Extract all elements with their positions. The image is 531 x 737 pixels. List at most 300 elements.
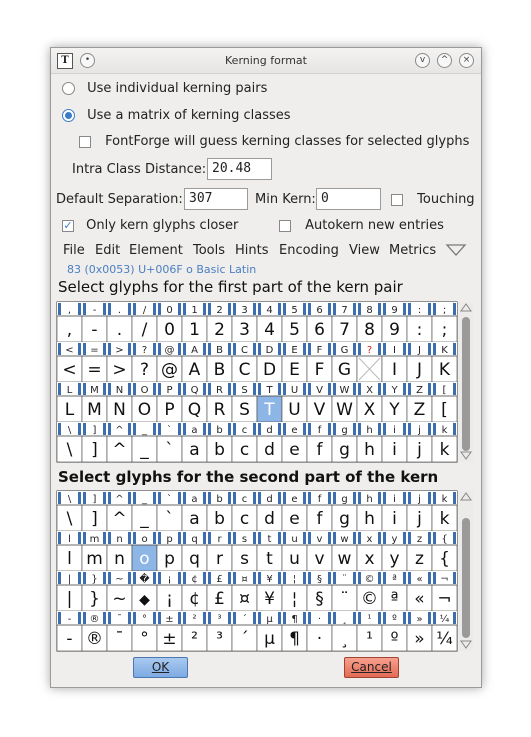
header-stripe-left xyxy=(158,492,161,504)
glyph-header-label: : xyxy=(417,305,422,316)
header-stripe-right xyxy=(153,532,156,544)
header-stripe-right xyxy=(453,532,456,544)
menu-view[interactable]: View xyxy=(349,243,380,258)
header-stripe-right xyxy=(203,423,206,435)
header-stripe-left xyxy=(83,492,86,504)
only-closer-option[interactable] xyxy=(62,218,238,233)
header-stripe-right xyxy=(78,423,81,435)
maximize-icon[interactable]: ^ xyxy=(437,53,452,68)
glyph-header-label: ³ xyxy=(217,614,222,625)
glyph-char: e xyxy=(289,440,300,460)
autokern-option[interactable] xyxy=(279,218,444,233)
header-stripe-right xyxy=(403,612,406,624)
header-stripe-left xyxy=(208,423,211,435)
header-stripe-right xyxy=(228,612,231,624)
glyph-char: \ xyxy=(66,440,73,460)
glyph-header-label: ^ xyxy=(115,494,124,505)
header-stripe-right xyxy=(103,572,106,584)
glyph-header-label: { xyxy=(441,534,448,545)
glyph-header-label: 9 xyxy=(391,305,398,316)
menu-hints[interactable]: Hints xyxy=(235,243,269,258)
glyph-header-label: ¸ xyxy=(342,614,347,625)
glyph-header-label: X xyxy=(366,385,373,396)
header-stripe-left xyxy=(358,612,361,624)
header-stripe-right xyxy=(103,612,106,624)
header-stripe-left xyxy=(133,343,136,355)
header-stripe-right xyxy=(453,612,456,624)
glyph-char: 2 xyxy=(214,320,225,340)
autokern-checkbox[interactable] xyxy=(279,220,291,232)
header-stripe-left xyxy=(258,492,261,504)
glyph-char: . xyxy=(116,320,123,340)
header-stripe-right xyxy=(78,532,81,544)
pin-icon[interactable]: • xyxy=(80,53,95,68)
header-stripe-right xyxy=(353,383,356,395)
header-stripe-right xyxy=(428,383,431,395)
glyph-char: J xyxy=(416,360,423,380)
menu-encoding[interactable]: Encoding xyxy=(279,243,339,258)
glyph-header-label: ¦ xyxy=(292,574,297,585)
header-stripe-right xyxy=(228,492,231,504)
glyph-header-label: Z xyxy=(416,385,423,396)
header-stripe-right xyxy=(153,343,156,355)
glyph-header-label: k xyxy=(441,425,448,436)
glyph-char: C xyxy=(238,360,251,380)
header-stripe-left xyxy=(108,383,111,395)
header-stripe-left xyxy=(133,612,136,624)
header-stripe-left xyxy=(258,572,261,584)
header-stripe-right xyxy=(103,383,106,395)
glyph-header-label: m xyxy=(89,534,100,545)
glyph-char: · xyxy=(316,629,323,649)
glyph-char: L xyxy=(64,400,75,420)
header-stripe-right xyxy=(278,303,281,315)
header-stripe-left xyxy=(358,492,361,504)
header-stripe-right xyxy=(153,612,156,624)
header-stripe-left xyxy=(158,343,161,355)
header-stripe-right xyxy=(203,532,206,544)
glyph-char: - xyxy=(91,320,98,340)
header-stripe-left xyxy=(433,423,436,435)
header-stripe-left xyxy=(408,383,411,395)
glyph-header-label: i xyxy=(393,425,396,436)
header-stripe-right xyxy=(328,532,331,544)
header-stripe-left xyxy=(58,612,61,624)
individual-pairs-option[interactable] xyxy=(62,81,267,96)
header-stripe-right xyxy=(328,343,331,355)
glyph-char: x xyxy=(364,549,375,569)
glyph-header-label: y xyxy=(391,534,398,545)
header-stripe-right xyxy=(203,383,206,395)
glyph-char: _ xyxy=(140,440,149,460)
header-stripe-left xyxy=(83,532,86,544)
glyph-char: r xyxy=(216,549,223,569)
glyph-char: 1 xyxy=(189,320,200,340)
header-stripe-right xyxy=(428,343,431,355)
header-stripe-right xyxy=(303,303,306,315)
header-stripe-left xyxy=(208,343,211,355)
glyph-header-label: } xyxy=(91,574,98,585)
header-stripe-right xyxy=(203,492,206,504)
glyph-header-label: x xyxy=(366,534,373,545)
header-stripe-left xyxy=(283,572,286,584)
header-stripe-left xyxy=(58,343,61,355)
menu-file[interactable]: File xyxy=(63,243,85,258)
header-stripe-left xyxy=(433,303,436,315)
individual-pairs-radio[interactable] xyxy=(62,82,75,95)
glyph-char: t xyxy=(266,549,273,569)
glyph-status-line: 83 (0x0053) U+006F o Basic Latin xyxy=(67,263,257,276)
header-stripe-left xyxy=(183,572,186,584)
title-bar[interactable] xyxy=(51,48,481,74)
glyph-char: £ xyxy=(214,589,225,609)
glyph-header-label: ` xyxy=(167,425,172,436)
header-stripe-right xyxy=(428,423,431,435)
glyph-header-label: S xyxy=(241,385,248,396)
header-stripe-left xyxy=(333,343,336,355)
header-stripe-right xyxy=(278,423,281,435)
header-stripe-left xyxy=(158,612,161,624)
header-stripe-right xyxy=(353,612,356,624)
glyph-char: E xyxy=(289,360,300,380)
glyph-char: M xyxy=(87,400,102,420)
header-stripe-right xyxy=(328,492,331,504)
glyph-menu-bar xyxy=(61,243,471,261)
header-stripe-right xyxy=(253,532,256,544)
header-stripe-right xyxy=(428,612,431,624)
header-stripe-right xyxy=(353,423,356,435)
header-stripe-right xyxy=(228,303,231,315)
glyph-header-label: \ xyxy=(67,494,72,505)
glyph-char: c xyxy=(239,440,250,460)
glyph-header-label: ] xyxy=(92,494,97,505)
overflow-triangle-icon[interactable] xyxy=(445,242,467,258)
header-stripe-left xyxy=(258,612,261,624)
kerning-format-dialog xyxy=(50,47,482,688)
minimize-icon[interactable]: v xyxy=(415,53,430,68)
glyph-char: Z xyxy=(413,400,426,420)
glyph-char: i xyxy=(392,509,397,529)
header-stripe-right xyxy=(378,383,381,395)
glyph-header-label: - xyxy=(92,305,97,316)
header-stripe-left xyxy=(83,343,86,355)
glyph-char: ¹ xyxy=(366,629,373,649)
header-stripe-right xyxy=(103,532,106,544)
header-stripe-right xyxy=(453,343,456,355)
header-stripe-right xyxy=(278,343,281,355)
header-stripe-right xyxy=(453,572,456,584)
glyph-char: ¥ xyxy=(264,589,275,609)
matrix-classes-option[interactable] xyxy=(62,108,291,123)
glyph-header-label: @ xyxy=(164,345,175,356)
header-stripe-left xyxy=(383,612,386,624)
header-stripe-left xyxy=(333,383,336,395)
header-stripe-left xyxy=(58,383,61,395)
glyph-char: u xyxy=(289,549,300,569)
header-stripe-left xyxy=(333,492,336,504)
header-stripe-left xyxy=(208,532,211,544)
glyph-header-label: 0 xyxy=(166,305,173,316)
glyph-header-label: ? xyxy=(366,345,373,356)
default-separation-input[interactable]: 307 xyxy=(184,188,248,210)
header-stripe-right xyxy=(403,492,406,504)
glyph-char: k xyxy=(439,440,450,460)
header-stripe-left xyxy=(158,303,161,315)
glyph-char: k xyxy=(439,509,450,529)
scrollbar-thumb[interactable] xyxy=(462,317,470,451)
glyph-header-label: c xyxy=(241,494,248,505)
glyph-char: } xyxy=(89,589,100,609)
header-stripe-left xyxy=(183,383,186,395)
glyph-char: n xyxy=(114,549,125,569)
glyph-header-label: ¨ xyxy=(342,574,347,585)
glyph-char: j xyxy=(417,440,422,460)
glyph-header-label: g xyxy=(341,425,348,436)
matrix-classes-radio[interactable] xyxy=(62,109,75,122)
header-stripe-left xyxy=(333,572,336,584)
glyph-char: ± xyxy=(162,629,177,649)
guess-classes-option[interactable] xyxy=(79,134,469,149)
glyph-header-label: ~ xyxy=(115,574,124,585)
first-glyph-grid[interactable] xyxy=(56,301,474,467)
glyph-header-label: s xyxy=(241,534,248,545)
header-stripe-left xyxy=(233,532,236,544)
glyph-char: ^ xyxy=(112,509,127,529)
menu-metrics[interactable]: Metrics xyxy=(389,243,437,258)
glyph-header-label: ´ xyxy=(242,614,247,625)
header-stripe-left xyxy=(108,532,111,544)
glyph-header-label: W xyxy=(339,385,350,396)
cancel-button[interactable] xyxy=(344,657,399,678)
header-stripe-left xyxy=(383,532,386,544)
glyph-header-label: e xyxy=(291,494,298,505)
header-stripe-left xyxy=(433,492,436,504)
glyph-char: h xyxy=(364,440,375,460)
header-stripe-right xyxy=(78,343,81,355)
header-stripe-left xyxy=(183,303,186,315)
glyph-char: I xyxy=(391,360,398,380)
glyph-char: ¶ xyxy=(289,629,300,649)
glyph-header-label: u xyxy=(291,534,298,545)
header-stripe-left xyxy=(258,532,261,544)
glyph-header-label: f xyxy=(317,494,322,505)
glyph-header-label: I xyxy=(393,345,396,356)
glyph-header-label: - xyxy=(67,614,72,625)
header-stripe-left xyxy=(133,492,136,504)
glyph-header-label: r xyxy=(217,534,222,545)
glyph-char: © xyxy=(361,589,378,609)
scrollbar-thumb[interactable] xyxy=(462,518,470,638)
glyph-char: ° xyxy=(140,629,149,649)
header-stripe-left xyxy=(358,532,361,544)
glyph-header-label: ± xyxy=(165,614,174,625)
header-stripe-right xyxy=(128,572,131,584)
glyph-header-label: N xyxy=(115,385,124,396)
header-stripe-left xyxy=(233,383,236,395)
header-stripe-right xyxy=(203,343,206,355)
glyph-char: P xyxy=(164,400,175,420)
glyph-char: ] xyxy=(91,509,98,529)
glyph-char: S xyxy=(239,400,250,420)
header-stripe-right xyxy=(403,383,406,395)
glyph-header-label: b xyxy=(216,494,223,505)
glyph-char: { xyxy=(439,549,450,569)
glyph-header-label: P xyxy=(166,385,173,396)
min-kern-input[interactable]: 0 xyxy=(316,188,381,210)
header-stripe-right xyxy=(178,343,181,355)
second-grid-title: Select glyphs for the second part of the kern xyxy=(58,468,439,486)
header-stripe-left xyxy=(283,492,286,504)
glyph-char: ¢ xyxy=(189,589,200,609)
glyph-char: ª xyxy=(390,589,399,609)
header-stripe-left xyxy=(333,423,336,435)
header-stripe-left xyxy=(258,383,261,395)
glyph-header-label: ¬ xyxy=(440,574,449,585)
glyph-char: V xyxy=(313,400,326,420)
glyph-char: 7 xyxy=(339,320,350,340)
header-stripe-right xyxy=(203,572,206,584)
header-stripe-right xyxy=(403,423,406,435)
header-stripe-right xyxy=(78,303,81,315)
ok-button[interactable] xyxy=(133,657,188,678)
glyph-header-label: D xyxy=(265,345,274,356)
header-stripe-left xyxy=(258,303,261,315)
glyph-header-label: » xyxy=(416,614,423,625)
header-stripe-right xyxy=(403,532,406,544)
second-glyph-grid[interactable] xyxy=(56,490,474,654)
header-stripe-left xyxy=(83,572,86,584)
glyph-char: 4 xyxy=(264,320,275,340)
header-stripe-left xyxy=(83,303,86,315)
glyph-char: ¼ xyxy=(436,629,453,649)
header-stripe-left xyxy=(283,383,286,395)
header-stripe-right xyxy=(253,383,256,395)
header-stripe-left xyxy=(83,612,86,624)
menu-edit[interactable]: Edit xyxy=(95,243,121,258)
header-stripe-left xyxy=(358,423,361,435)
header-stripe-right xyxy=(328,423,331,435)
header-stripe-right xyxy=(278,572,281,584)
fontforge-app-icon[interactable]: T xyxy=(57,53,73,69)
header-stripe-left xyxy=(433,532,436,544)
individual-pairs-label: Use individual kerning pairs xyxy=(87,81,268,96)
glyph-header-label: o xyxy=(141,534,148,545)
glyph-header-label: J xyxy=(418,345,421,356)
close-icon[interactable]: × xyxy=(459,53,474,68)
header-stripe-right xyxy=(178,532,181,544)
glyph-header-label: < xyxy=(65,345,74,356)
header-stripe-left xyxy=(358,343,361,355)
header-stripe-right xyxy=(328,572,331,584)
glyph-header-label: ® xyxy=(89,614,100,625)
glyph-header-label: º xyxy=(392,614,397,625)
glyph-header-label: [ xyxy=(442,385,447,396)
glyph-header-label: ° xyxy=(142,614,147,625)
glyph-char: A xyxy=(188,360,201,380)
header-stripe-right xyxy=(303,612,306,624)
intra-class-distance-input[interactable]: 20.48 xyxy=(207,158,272,180)
window-title: Kerning format xyxy=(225,54,307,67)
header-stripe-right xyxy=(353,572,356,584)
glyph-header-label: \ xyxy=(67,425,72,436)
glyph-header-label: ] xyxy=(92,425,97,436)
header-stripe-left xyxy=(183,343,186,355)
glyph-char: / xyxy=(141,320,148,340)
header-stripe-right xyxy=(378,612,381,624)
glyph-char: \ xyxy=(66,509,73,529)
touching-option[interactable] xyxy=(391,192,475,207)
glyph-char: j xyxy=(417,509,422,529)
glyph-char: z xyxy=(415,549,424,569)
header-stripe-right xyxy=(303,383,306,395)
glyph-char: ¬ xyxy=(437,589,452,609)
glyph-char: § xyxy=(315,589,324,609)
header-stripe-left xyxy=(283,612,286,624)
guess-classes-checkbox[interactable] xyxy=(79,136,91,148)
header-stripe-right xyxy=(453,423,456,435)
glyph-char: ^ xyxy=(112,440,127,460)
glyph-char: 9 xyxy=(389,320,400,340)
glyph-header-label: 8 xyxy=(366,305,373,316)
header-stripe-right xyxy=(353,492,356,504)
glyph-header-label: 5 xyxy=(291,305,298,316)
header-stripe-right xyxy=(78,572,81,584)
header-stripe-right xyxy=(253,303,256,315)
header-stripe-right xyxy=(428,532,431,544)
glyph-header-label: h xyxy=(366,425,373,436)
glyph-header-label: > xyxy=(115,345,124,356)
header-stripe-right xyxy=(378,492,381,504)
glyph-header-label: ¡ xyxy=(167,574,172,585)
header-stripe-right xyxy=(228,532,231,544)
header-stripe-right xyxy=(103,423,106,435)
glyph-header-label: d xyxy=(266,425,273,436)
glyph-char: d xyxy=(264,509,275,529)
header-stripe-right xyxy=(378,572,381,584)
glyph-char: [ xyxy=(441,400,448,420)
glyph-header-label: C xyxy=(241,345,248,356)
only-closer-checkbox[interactable]: ✓ xyxy=(63,218,73,232)
header-stripe-right xyxy=(103,343,106,355)
menu-tools[interactable]: Tools xyxy=(193,243,226,258)
header-stripe-left xyxy=(183,423,186,435)
glyph-header-label: R xyxy=(216,385,223,396)
glyph-header-label: w xyxy=(340,534,349,545)
glyph-char: ¦ xyxy=(291,589,298,609)
header-stripe-right xyxy=(153,423,156,435)
touching-checkbox[interactable] xyxy=(391,194,403,206)
glyph-char: g xyxy=(339,509,350,529)
ok-label: OK xyxy=(151,660,170,674)
glyph-char: > xyxy=(112,360,127,380)
glyph-header-label: 6 xyxy=(316,305,323,316)
header-stripe-left xyxy=(308,572,311,584)
header-stripe-left xyxy=(133,572,136,584)
header-stripe-right xyxy=(403,303,406,315)
header-stripe-right xyxy=(403,572,406,584)
header-stripe-right xyxy=(153,303,156,315)
menu-element[interactable]: Element xyxy=(129,243,183,258)
header-stripe-left xyxy=(333,303,336,315)
glyph-char: ® xyxy=(86,629,103,649)
header-stripe-right xyxy=(178,612,181,624)
glyph-header-label: M xyxy=(90,385,99,396)
glyph-header-label: _ xyxy=(142,425,147,436)
header-stripe-right xyxy=(203,612,206,624)
matrix-classes-label: Use a matrix of kerning classes xyxy=(87,108,291,123)
header-stripe-left xyxy=(383,423,386,435)
glyph-header-label: © xyxy=(364,574,375,585)
